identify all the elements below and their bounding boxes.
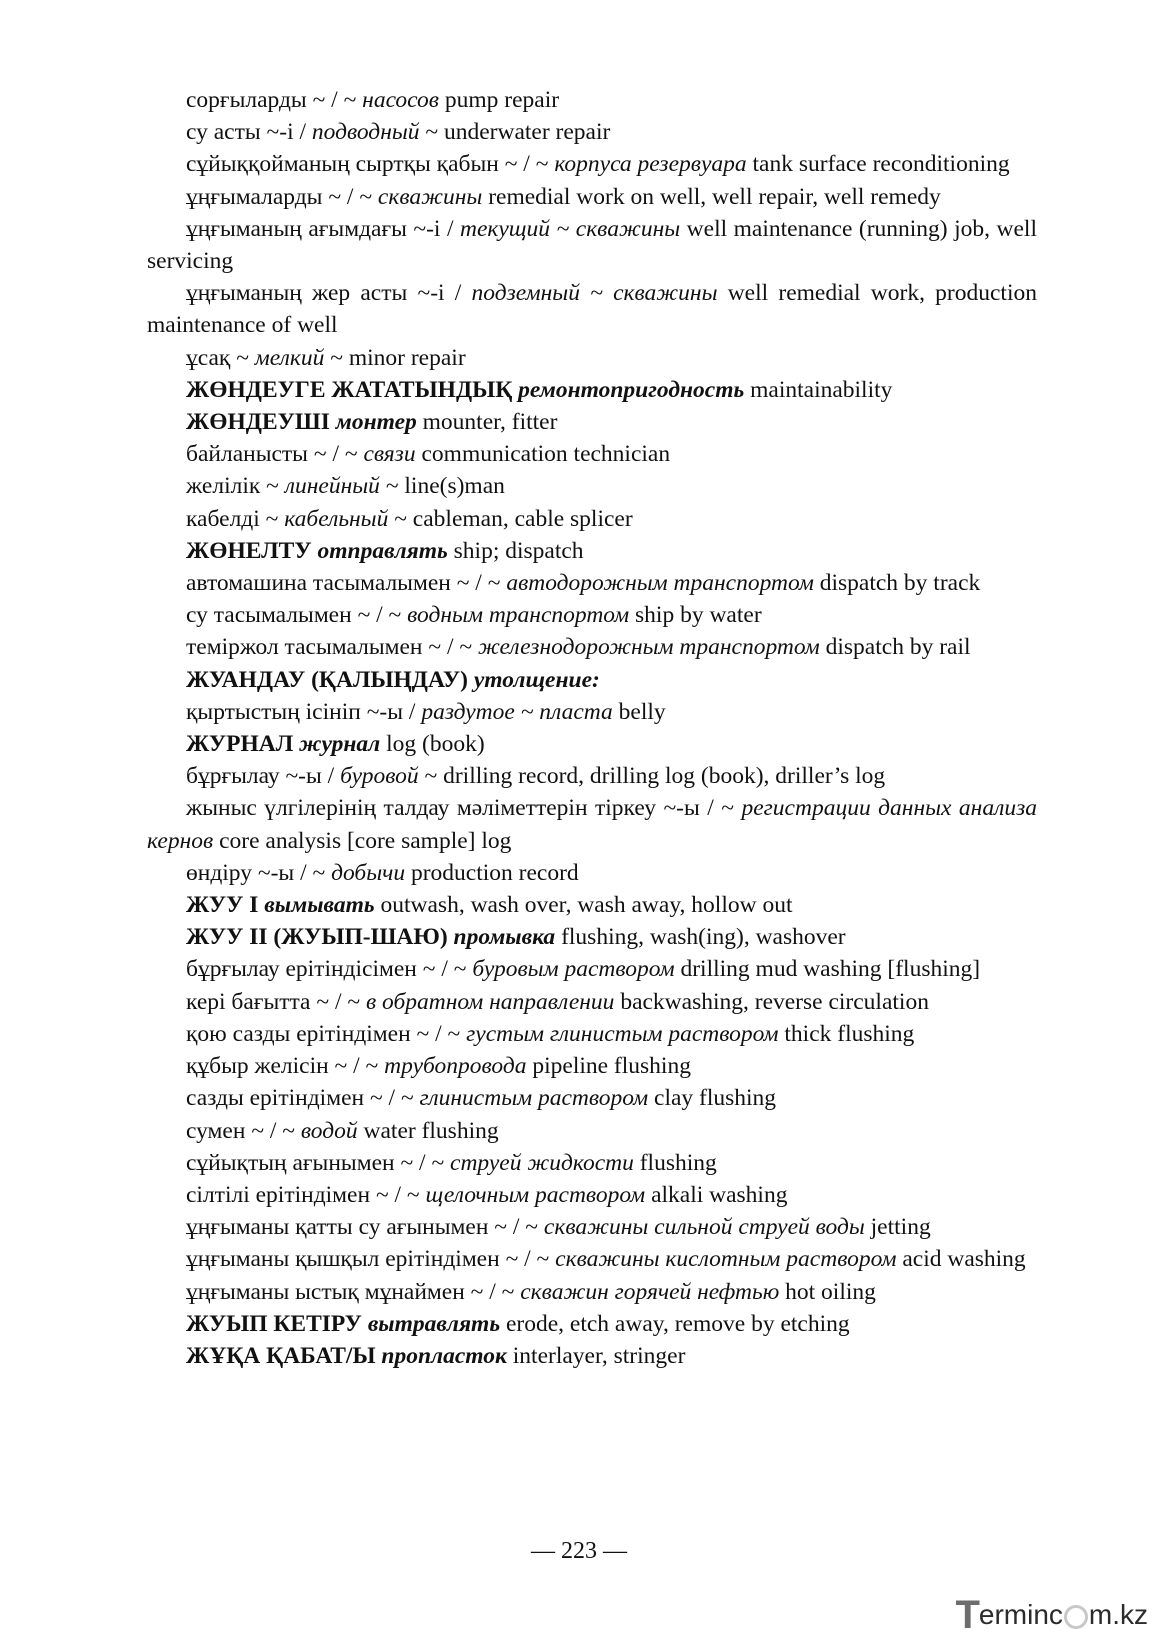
kazakh-term: байланысты ~ / ~	[186, 441, 364, 468]
kazakh-term: ЖУУ І	[186, 892, 265, 919]
russian-term: утолщение:	[473, 666, 600, 693]
sub-entry	[147, 1115, 1037, 1147]
russian-term: пропласток	[381, 1342, 507, 1369]
kazakh-term: өндіру ~-ы / ~	[186, 859, 332, 886]
english-term: drilling mud washing [flushing]	[674, 956, 981, 983]
kazakh-term: ұңғыманы қатты су ағынымен ~ / ~	[186, 1214, 544, 1241]
russian-term: в обратном направлении	[365, 988, 615, 1015]
russian-term: линейный	[284, 473, 380, 500]
sub-entry	[147, 696, 1037, 728]
russian-term: подземный ~ скважины	[471, 280, 718, 307]
russian-term: насосов	[362, 87, 439, 113]
watermark-domain: m.kz	[1088, 1599, 1148, 1630]
english-term: maintainability	[744, 376, 893, 403]
sub-entry	[147, 1276, 1037, 1308]
russian-term: скважины кислотным раствором	[555, 1246, 897, 1273]
russian-term: глинистым раствором	[419, 1085, 649, 1112]
headword-entry	[147, 374, 1037, 406]
kazakh-term: қыртыстың ісініп ~-ы /	[186, 698, 422, 725]
english-term: ~ minor repair	[324, 344, 466, 371]
english-term: production record	[405, 859, 579, 886]
english-term: communication technician	[415, 441, 671, 468]
russian-term: скважины сильной струей воды	[543, 1214, 865, 1241]
kazakh-term: ұңғымаларды ~ / ~	[186, 183, 378, 210]
kazakh-term: ЖУУ ІІ (ЖУЫП-ШАЮ)	[186, 924, 454, 951]
headword-entry	[147, 664, 1037, 696]
russian-term: журнал	[299, 731, 381, 758]
kazakh-term: кабелді ~	[186, 505, 285, 532]
kazakh-term: ұңғыманы ыстық мұнаймен ~ / ~	[186, 1278, 521, 1305]
kazakh-term: бұрғылау ерітіндісімен ~ / ~	[186, 956, 473, 983]
watermark-mid: erminc	[978, 1599, 1063, 1630]
english-term: dispatch by track	[813, 570, 981, 597]
english-term: remedial work on well, well repair, well remedy	[482, 183, 941, 210]
headword-entry	[147, 921, 1037, 953]
kazakh-term: сорғыларды ~ / ~	[186, 87, 363, 113]
sub-entry	[147, 181, 1037, 213]
english-term: mounter, fitter	[416, 409, 558, 436]
sub-entry	[147, 148, 1037, 180]
english-term: well remedial work, production maintenance of well	[147, 280, 1037, 339]
headword-entry	[147, 728, 1037, 760]
russian-term: регистрации данных анализа кернов	[147, 795, 1037, 854]
english-term: ~ cableman, cable splicer	[388, 505, 633, 532]
sub-entry	[147, 116, 1037, 148]
kazakh-term: ЖҰҚА ҚАБАТ/Ы	[186, 1342, 382, 1369]
russian-term: текущий ~ скважины	[459, 215, 681, 242]
russian-term: монтер	[335, 409, 417, 436]
kazakh-term: ЖУРНАЛ	[186, 731, 300, 758]
russian-term: связи	[363, 441, 416, 468]
english-term: acid washing	[896, 1246, 1026, 1273]
kazakh-term: ЖУАНДАУ (ҚАЛЫҢДАУ)	[186, 666, 474, 693]
russian-term: скважины	[377, 183, 483, 210]
kazakh-term: желілік ~	[186, 473, 285, 500]
kazakh-term: ұңғыманың жер асты ~-і /	[186, 280, 472, 307]
kazakh-term: сумен ~ / ~	[186, 1117, 301, 1144]
russian-term: раздутое ~ пласта	[421, 698, 613, 725]
english-term: alkali washing	[645, 1181, 788, 1208]
russian-term: корпуса резервуара	[554, 151, 747, 178]
termincom-logo[interactable]	[955, 1592, 1148, 1637]
kazakh-term: ЖУЫП КЕТІРУ	[186, 1310, 368, 1337]
kazakh-term: су тасымалымен ~ / ~	[186, 602, 408, 629]
kazakh-term: құбыр желісін ~ / ~	[186, 1053, 385, 1080]
english-term: core analysis [core sample] log	[213, 827, 512, 854]
headword-entry	[147, 889, 1037, 921]
headword-entry	[147, 535, 1037, 567]
russian-term: промывка	[453, 924, 556, 951]
english-term: flushing	[633, 1149, 717, 1176]
english-term: tank surface reconditioning	[746, 151, 1010, 178]
sub-entry	[147, 857, 1037, 889]
russian-term: ремонтопригодность	[518, 376, 745, 403]
sub-entry	[147, 1179, 1037, 1211]
globe-icon	[1064, 1605, 1088, 1629]
russian-term: буровой	[340, 763, 419, 790]
sub-entry	[147, 1050, 1037, 1082]
russian-term: водным транспортом	[407, 602, 630, 629]
kazakh-term: қою сазды ерітіндімен ~ / ~	[186, 1020, 467, 1047]
russian-term: железнодорожным транспортом	[477, 634, 820, 661]
english-term: ~ underwater repair	[419, 119, 611, 146]
sub-entry	[147, 760, 1037, 792]
sub-entry	[147, 84, 1037, 116]
russian-term: добычи	[331, 859, 406, 886]
sub-entry	[147, 986, 1037, 1018]
russian-term: вытравлять	[367, 1310, 501, 1337]
russian-term: автодорожным транспортом	[506, 570, 814, 597]
russian-term: отправлять	[317, 537, 448, 564]
kazakh-term: сұйыққойманың сыртқы қабын ~ / ~	[186, 151, 555, 178]
kazakh-term: бұрғылау ~-ы /	[186, 763, 341, 790]
kazakh-term: ұңғыманы қышқыл ерітіндімен ~ / ~	[186, 1246, 556, 1273]
sub-entry	[147, 503, 1037, 535]
sub-entry	[147, 213, 1037, 277]
kazakh-term: ЖӨНЕЛТУ	[186, 537, 318, 564]
sub-entry	[147, 470, 1037, 502]
english-term: backwashing, reverse circulation	[614, 988, 929, 1015]
kazakh-term: ЖӨНДЕУГЕ ЖАТАТЫНДЫҚ	[186, 376, 519, 403]
russian-term: скважин горячей нефтью	[520, 1278, 780, 1305]
english-term: ~ drilling record, drilling log (book), driller’s log	[418, 763, 886, 790]
entries-list	[147, 84, 1037, 1372]
english-term: log (book)	[380, 731, 485, 758]
sub-entry	[147, 1211, 1037, 1243]
english-term: erode, etch away, remove by etching	[500, 1310, 850, 1337]
headword-entry	[147, 1308, 1037, 1340]
kazakh-term: су асты ~-і /	[186, 119, 312, 146]
english-term: water flushing	[357, 1117, 499, 1144]
english-term: thick flushing	[778, 1020, 915, 1047]
russian-term: кабельный	[284, 505, 389, 532]
headword-entry	[147, 406, 1037, 438]
kazakh-term: сілтілі ерітіндімен ~ / ~	[186, 1181, 426, 1208]
sub-entry	[147, 631, 1037, 663]
russian-term: струей жидкости	[450, 1149, 634, 1176]
english-term: dispatch by rail	[819, 634, 971, 661]
russian-term: мелкий	[254, 344, 325, 371]
english-term: pipeline flushing	[526, 1053, 691, 1080]
kazakh-term: сазды ерітіндімен ~ / ~	[186, 1085, 420, 1112]
sub-entry	[147, 1082, 1037, 1114]
english-term: jetting	[864, 1214, 931, 1241]
english-term: ship by water	[629, 602, 762, 629]
english-term: pump repair	[438, 87, 560, 113]
english-term: flushing, wash(ing), washover	[555, 924, 846, 951]
headword-entry	[147, 1340, 1037, 1372]
sub-entry	[147, 1147, 1037, 1179]
russian-term: подводный	[311, 119, 420, 146]
kazakh-term: сұйықтың ағынымен ~ / ~	[186, 1149, 451, 1176]
kazakh-term: теміржол тасымалымен ~ / ~	[186, 634, 478, 661]
kazakh-term: жыныс үлгілерінің талдау мәліметтерін тіркеу ~-ы / ~	[186, 795, 742, 822]
kazakh-term: автомашина тасымалымен ~ / ~	[186, 570, 507, 597]
sub-entry	[147, 953, 1037, 985]
sub-entry	[147, 599, 1037, 631]
sub-entry	[147, 1243, 1037, 1275]
kazakh-term: ЖӨНДЕУШІ	[186, 409, 336, 436]
kazakh-term: ұңғыманың ағымдағы ~-і /	[186, 215, 460, 242]
sub-entry	[147, 342, 1037, 374]
russian-term: густым глинистым раствором	[466, 1020, 779, 1047]
russian-term: трубопровода	[384, 1053, 527, 1080]
watermark-initial: T	[955, 1592, 980, 1637]
english-term: well maintenance (running) job, well servicing	[147, 215, 1037, 275]
sub-entry	[147, 792, 1037, 856]
russian-term: водой	[300, 1117, 358, 1144]
english-term: outwash, wash over, wash away, hollow out	[374, 892, 793, 919]
english-term: ~ line(s)man	[379, 473, 505, 500]
sub-entry	[147, 438, 1037, 470]
sub-entry	[147, 1018, 1037, 1050]
english-term: hot oiling	[779, 1278, 876, 1305]
english-term: interlayer, stringer	[506, 1342, 686, 1369]
english-term: ship; dispatch	[447, 537, 584, 564]
kazakh-term: кері бағытта ~ / ~	[186, 988, 366, 1015]
english-term: belly	[612, 698, 666, 725]
russian-term: буровым раствором	[472, 956, 675, 983]
russian-term: щелочным раствором	[425, 1181, 646, 1208]
page-number: — 223 —	[531, 1538, 627, 1564]
sub-entry	[147, 567, 1037, 599]
kazakh-term: ұсақ ~	[186, 344, 255, 371]
russian-term: вымывать	[264, 892, 375, 919]
english-term: clay flushing	[648, 1085, 777, 1112]
sub-entry	[147, 277, 1037, 341]
